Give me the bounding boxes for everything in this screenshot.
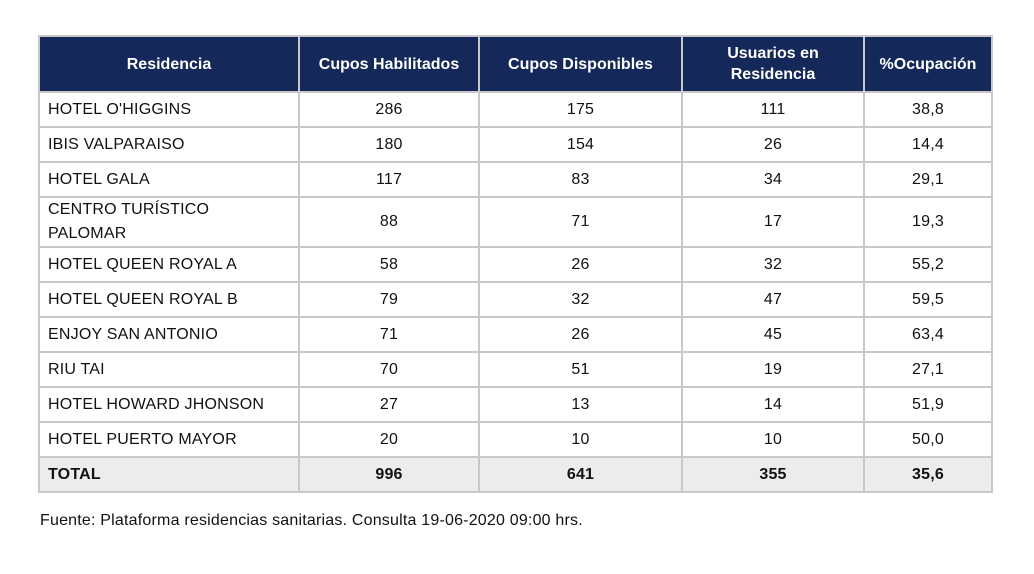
- table-row: [39, 127, 992, 162]
- header-usuarios-en-residencia: [682, 36, 864, 92]
- table-row: [39, 197, 992, 247]
- total-usuarios: 355: [682, 457, 864, 492]
- total-cupos-habilitados: 996: [299, 457, 479, 492]
- cell-residencia: HOTEL QUEEN ROYAL B: [39, 282, 299, 317]
- table-body: [39, 92, 992, 492]
- cell-cupos-disponibles: 13: [479, 387, 682, 422]
- cell-residencia: [39, 197, 299, 247]
- cell-cupos-disponibles: 10: [479, 422, 682, 457]
- cell-usuarios: 14: [682, 387, 864, 422]
- cell-ocupacion: 38,8: [864, 92, 992, 127]
- cell-usuarios: 47: [682, 282, 864, 317]
- cell-ocupacion: 55,2: [864, 247, 992, 282]
- cell-residencia-line1: CENTRO TURÍSTICO: [48, 201, 210, 218]
- cell-residencia: HOTEL QUEEN ROYAL A: [39, 247, 299, 282]
- cell-cupos-habilitados: 20: [299, 422, 479, 457]
- cell-ocupacion: 29,1: [864, 162, 992, 197]
- cell-ocupacion: 50,0: [864, 422, 992, 457]
- cell-cupos-disponibles: 154: [479, 127, 682, 162]
- cell-usuarios: 111: [682, 92, 864, 127]
- cell-ocupacion: 14,4: [864, 127, 992, 162]
- header-residencia: Residencia: [39, 36, 299, 92]
- table-row: [39, 247, 992, 282]
- table-row: [39, 387, 992, 422]
- cell-residencia-line2: PALOMAR: [48, 225, 127, 242]
- table-row: [39, 422, 992, 457]
- cell-ocupacion: 63,4: [864, 317, 992, 352]
- cell-cupos-disponibles: 51: [479, 352, 682, 387]
- table-row: [39, 317, 992, 352]
- cell-cupos-habilitados: 180: [299, 127, 479, 162]
- cell-cupos-disponibles: 83: [479, 162, 682, 197]
- header-ocupacion: %Ocupación: [864, 36, 992, 92]
- table-row: [39, 162, 992, 197]
- residencias-table: [38, 35, 993, 493]
- cell-cupos-habilitados: 117: [299, 162, 479, 197]
- header-usuarios-line2: Residencia: [730, 66, 816, 83]
- cell-residencia: HOTEL O'HIGGINS: [39, 92, 299, 127]
- cell-cupos-habilitados: 58: [299, 247, 479, 282]
- header-usuarios-line1: Usuarios en: [727, 45, 819, 62]
- source-note: Fuente: Plataforma residencias sanitarias. Consulta 19-06-2020 09:00 hrs.: [40, 512, 583, 529]
- cell-usuarios: 17: [682, 197, 864, 247]
- cell-usuarios: 32: [682, 247, 864, 282]
- cell-residencia: HOTEL PUERTO MAYOR: [39, 422, 299, 457]
- cell-usuarios: 19: [682, 352, 864, 387]
- total-row: [39, 457, 992, 492]
- cell-usuarios: 10: [682, 422, 864, 457]
- cell-usuarios: 26: [682, 127, 864, 162]
- cell-cupos-disponibles: 71: [479, 197, 682, 247]
- table-row: [39, 352, 992, 387]
- cell-usuarios: 34: [682, 162, 864, 197]
- total-ocupacion: 35,6: [864, 457, 992, 492]
- cell-residencia: IBIS VALPARAISO: [39, 127, 299, 162]
- table-row: [39, 282, 992, 317]
- cell-cupos-disponibles: 26: [479, 247, 682, 282]
- cell-cupos-habilitados: 286: [299, 92, 479, 127]
- cell-cupos-habilitados: 70: [299, 352, 479, 387]
- cell-cupos-disponibles: 32: [479, 282, 682, 317]
- header-cupos-disponibles: Cupos Disponibles: [479, 36, 682, 92]
- residencias-table-container: [38, 35, 991, 493]
- cell-residencia: HOTEL HOWARD JHONSON: [39, 387, 299, 422]
- cell-cupos-habilitados: 27: [299, 387, 479, 422]
- cell-usuarios: 45: [682, 317, 864, 352]
- cell-residencia: RIU TAI: [39, 352, 299, 387]
- cell-cupos-habilitados: 79: [299, 282, 479, 317]
- cell-cupos-habilitados: 71: [299, 317, 479, 352]
- cell-cupos-disponibles: 175: [479, 92, 682, 127]
- table-row: [39, 92, 992, 127]
- cell-ocupacion: 51,9: [864, 387, 992, 422]
- header-cupos-habilitados: Cupos Habilitados: [299, 36, 479, 92]
- total-cupos-disponibles: 641: [479, 457, 682, 492]
- header-row: [39, 36, 992, 92]
- cell-ocupacion: 27,1: [864, 352, 992, 387]
- table-header: [39, 36, 992, 92]
- cell-ocupacion: 59,5: [864, 282, 992, 317]
- cell-residencia: ENJOY SAN ANTONIO: [39, 317, 299, 352]
- cell-cupos-disponibles: 26: [479, 317, 682, 352]
- cell-cupos-habilitados: 88: [299, 197, 479, 247]
- cell-residencia: HOTEL GALA: [39, 162, 299, 197]
- cell-ocupacion: 19,3: [864, 197, 992, 247]
- total-label: TOTAL: [39, 457, 299, 492]
